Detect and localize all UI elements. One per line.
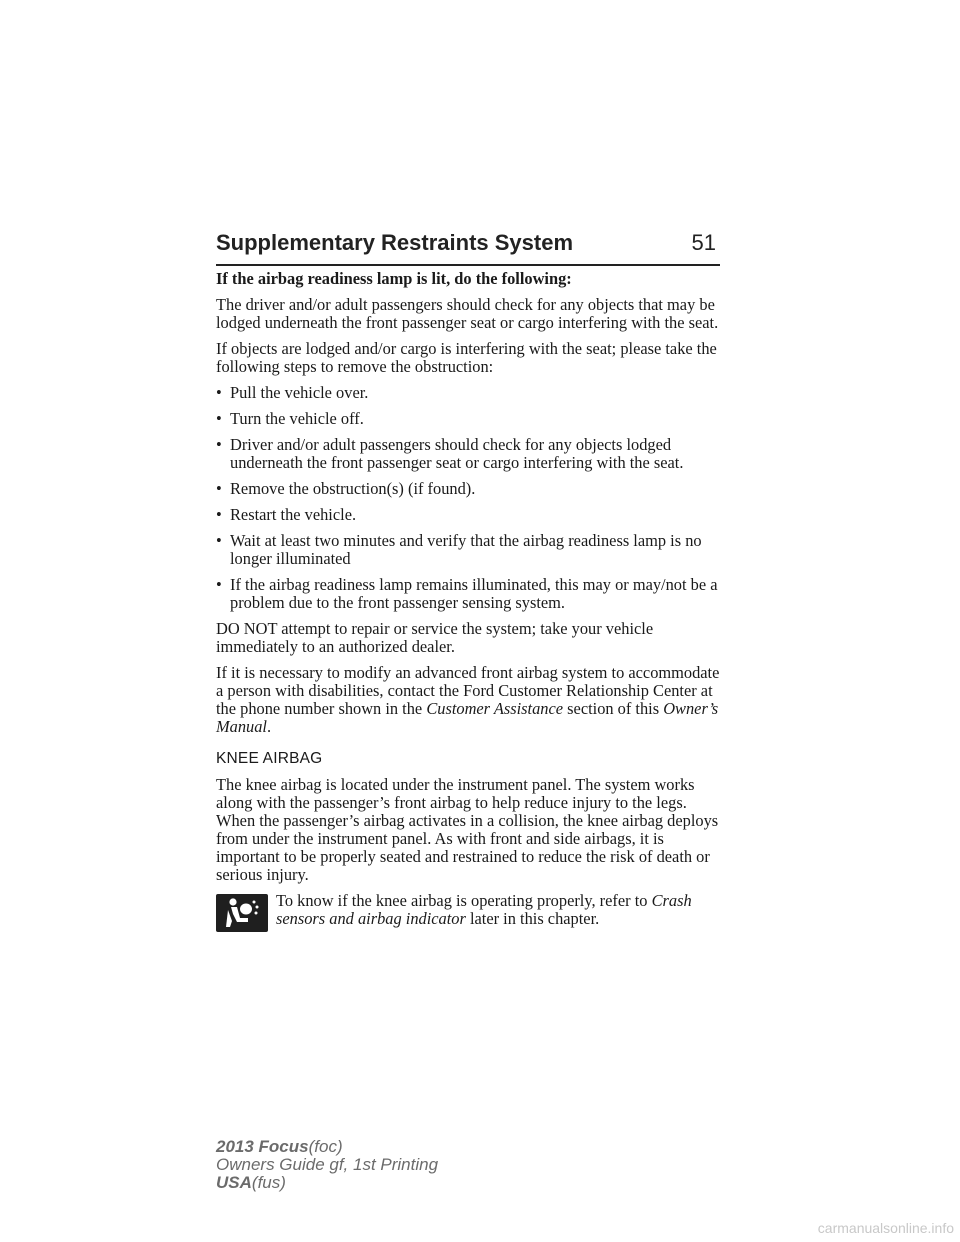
bullet-icon: • <box>216 575 222 594</box>
airbag-note-text: To know if the knee airbag is operating properly, refer to Crash sensors and airbag indicator later in this chapter. <box>276 891 692 928</box>
page-header <box>216 228 720 266</box>
page-title: Supplementary Restraints System <box>216 230 574 255</box>
footer-line-market: USA(fus) <box>216 1173 286 1192</box>
paragraph-check-objects: The driver and/or adult passengers should check for any objects that may be lodged underneath the front passenger seat or cargo interfering with the seat. <box>216 295 719 332</box>
list-item: • Restart the vehicle. <box>216 505 357 524</box>
paragraph-disabilities: If it is necessary to modify an advanced front airbag system to accommodate a person with disabilities, contact the Ford Customer Relationship Center at the phone number shown in the Customer Assistance section of this Owner’s Manual. <box>216 663 720 736</box>
paragraph-knee-airbag: The knee airbag is located under the instrument panel. The system works along with the passenger’s front airbag to help reduce injury to the legs. When the passenger’s airbag activates in a collision, the knee airbag deploys from under the instrument panel. As with front and side airbags, it is important to be properly seated and restrained to reduce the risk of death or serious injury. <box>216 775 719 884</box>
list-item: • Turn the vehicle off. <box>216 409 364 428</box>
intro-heading: If the airbag readiness lamp is lit, do the following: <box>216 269 572 288</box>
steps-list <box>216 384 722 612</box>
bullet-icon: • <box>216 409 222 428</box>
footer-line-model: 2013 Focus(foc) <box>216 1137 343 1156</box>
list-item: • Wait at least two minutes and verify that the airbag readiness lamp is no longer illuminated <box>216 531 702 568</box>
list-item: • If the airbag readiness lamp remains illuminated, this may or may/not be a problem due to the front passenger sensing system. <box>216 575 718 612</box>
bullet-icon: • <box>216 531 222 550</box>
bullet-icon: • <box>216 383 222 402</box>
paragraph-steps-intro: If objects are lodged and/or cargo is interfering with the seat; please take the following steps to remove the obstruction: <box>216 339 717 376</box>
bullet-icon: • <box>216 505 222 524</box>
crash-sensors-reference: Crash sensors and airbag indicator <box>276 891 692 928</box>
section-heading-knee-airbag: KNEE AIRBAG <box>216 750 323 767</box>
watermark: carmanualsonline.info <box>817 1220 954 1236</box>
paragraph-do-not-repair: DO NOT attempt to repair or service the system; take your vehicle immediately to an authorized dealer. <box>216 619 654 656</box>
list-item: • Pull the vehicle over. <box>216 383 369 402</box>
page-footer <box>216 1138 438 1192</box>
list-item: • Driver and/or adult passengers should check for any objects lodged underneath the front passenger seat or cargo interfering with the seat. <box>216 435 684 472</box>
list-item: • Remove the obstruction(s) (if found). <box>216 479 476 498</box>
footer-line-guide: Owners Guide gf, 1st Printing <box>216 1155 439 1174</box>
page-content <box>216 270 722 950</box>
page-number: 51 <box>691 230 716 255</box>
airbag-note <box>216 892 722 950</box>
airbag-warning-icon <box>216 894 268 932</box>
bullet-icon: • <box>216 435 222 454</box>
bullet-icon: • <box>216 479 222 498</box>
owners-manual-reference: Owner’s Manual <box>216 699 719 736</box>
customer-assistance-reference: Customer Assistance <box>426 699 564 718</box>
